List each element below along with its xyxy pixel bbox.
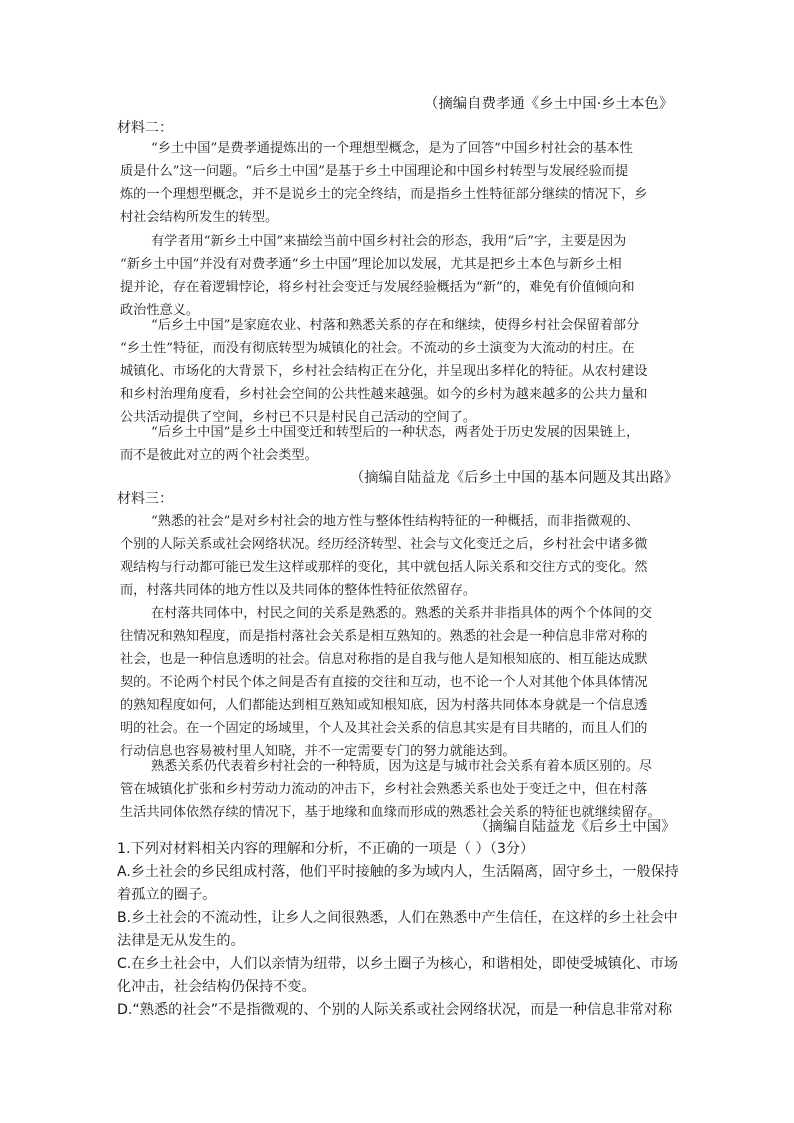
material-2-line: “新乡土中国”并没有对费孝通“乡土中国”理论加以发展，尤其是把乡土本色与新乡土相 xyxy=(120,257,622,272)
material-2-line: 和乡村治理角度看，乡村社会空间的公共性越来越强。如今的乡村为越来越多的公共力量和 xyxy=(120,387,648,402)
material-2-line: 有学者用“新乡土中国”来描绘当前中国乡村社会的形态，我用“后”字，主要是因为 xyxy=(151,234,627,249)
option-a-line[interactable]: 着孤立的圈子。 xyxy=(117,887,217,903)
material-3-line: 明的社会。在一个固定的场域里，个人及其社会关系的信息其实是有目共睹的，而且人们的 xyxy=(120,721,648,736)
material-3-line: 个别的人际关系或社会网络状况。经历经济转型、社会与文化变迁之后，乡村社会中诸多微 xyxy=(120,537,648,552)
material-3-line: 观结构与行动都可能已发生这样或那样的变化，其中就包括人际关系和交往方式的变化。然 xyxy=(120,560,648,575)
material-3-line: 在村落共同体中，村民之间的关系是熟悉的。熟悉的关系并非指具体的两个个体间的交 xyxy=(151,606,653,621)
source-citation-1: （摘编自费孝通《乡土中国·乡土本色》 xyxy=(424,96,674,112)
option-c-line[interactable]: 化冲击，社会结构仍保持不变。 xyxy=(117,979,316,995)
material-3-heading: 材料三： xyxy=(117,491,173,507)
question-1-stem: 1.下列对材料相关内容的理解和分析，不正确的一项是（ ）（3分） xyxy=(117,841,535,857)
material-2-line: “乡土中国”是费孝通提炼出的一个理想型概念，是为了回答“中国乡村社会的基本性 xyxy=(151,141,633,156)
option-a-line[interactable]: A.乡土社会的乡民组成村落，他们平时接触的多为域内人，生活隔离，固守乡土，一般保持 xyxy=(117,864,679,880)
material-3-line: “熟悉的社会”是对乡村社会的地方性与整体性结构特征的一种概括，而非指微观的、 xyxy=(151,514,640,529)
option-c-line[interactable]: C.在乡土社会中，人们以亲情为纽带，以乡土圈子为核心，和谐相处，即使受城镇化、市场 xyxy=(117,956,678,972)
material-3-line: 管在城镇化扩张和乡村劳动力流动的冲击下，乡村社会熟悉关系也处于变迁之中，但在村落 xyxy=(120,782,648,797)
material-3-line: 契的。不论两个村民个体之间是否有直接的交往和互动，也不论一个人对其他个体具体情况 xyxy=(120,675,648,690)
option-d-line[interactable]: D.“熟悉的社会”不是指微观的、个别的人际关系或社会网络状况，而是一种信息非常对称 xyxy=(117,1002,673,1018)
option-b-line[interactable]: B.乡土社会的不流动性，让乡人之间很熟悉，人们在熟悉中产生信任，在这样的乡土社会中 xyxy=(117,910,678,926)
material-2-line: 而不是彼此对立的两个社会类型。 xyxy=(120,448,318,463)
material-3-line: 而，村落共同体的地方性以及共同体的整体性特征依然留存。 xyxy=(120,583,477,598)
material-2-line: 公共活动提供了空间，乡村已不只是村民自己活动的空间了。 xyxy=(120,410,477,425)
material-2-line: “后乡土中国”是乡土中国变迁和转型后的一种状态，两者处于历史发展的因果链上， xyxy=(151,425,640,440)
source-citation-3: （摘编自陆益龙《后乡土中国》 xyxy=(474,819,676,835)
material-2-line: 炼的一个理想型概念，并不是说乡土的完全终结，而是指乡土性特征部分继续的情况下，乡 xyxy=(120,187,648,202)
material-2-line: 提并论，存在着逻辑悖论，将乡村社会变迁与发展经验概括为“新”的，难免有价值倾向和 xyxy=(120,280,635,295)
option-b-line[interactable]: 法律是无从发生的。 xyxy=(117,933,245,949)
material-3-line: 的熟知程度如何，人们都能达到相互熟知或知根知底，因为村落共同体本身就是一个信息透 xyxy=(120,698,648,713)
material-2-line: “乡土性”特征，而没有彻底转型为城镇化的社会。不流动的乡土演变为大流动的村庄。在 xyxy=(120,341,635,356)
material-2-line: 政治性意义。 xyxy=(120,303,200,318)
source-citation-2: （摘编自陆益龙《后乡土中国的基本问题及其出路》 xyxy=(350,470,679,486)
material-2-heading: 材料二： xyxy=(117,120,173,136)
material-3-line: 生活共同体依然存续的情况下，基于地缘和血缘而形成的熟悉社会关系的特征也就继续留存。 xyxy=(120,805,661,820)
material-2-line: 城镇化、市场化的大背景下，乡村社会结构正在分化，并呈现出多样化的特征。从农村建设 xyxy=(120,364,648,379)
material-3-line: 行动信息也容易被村里人知晓，并不一定需要专门的努力就能达到。 xyxy=(120,744,516,759)
material-3-line: 社会，也是一种信息透明的社会。信息对称指的是自我与他人是知根知底的、相互能达成默 xyxy=(120,652,648,667)
material-2-line: 质是什么”这一问题。“后乡土中国”是基于乡土中国理论和中国乡村转型与发展经验而提 xyxy=(120,164,629,179)
material-2-line: “后乡土中国”是家庭农业、村落和熟悉关系的存在和继续，使得乡村社会保留着部分 xyxy=(151,318,640,333)
material-3-line: 熟悉关系仍代表着乡村社会的一种特质，因为这是与城市社会关系有着本质区别的。尽 xyxy=(151,759,653,774)
material-2-line: 村社会结构所发生的转型。 xyxy=(120,210,279,225)
material-3-line: 往情况和熟知程度，而是指村落社会关系是相互熟知的。熟悉的社会是一种信息非常对称的 xyxy=(120,629,648,644)
